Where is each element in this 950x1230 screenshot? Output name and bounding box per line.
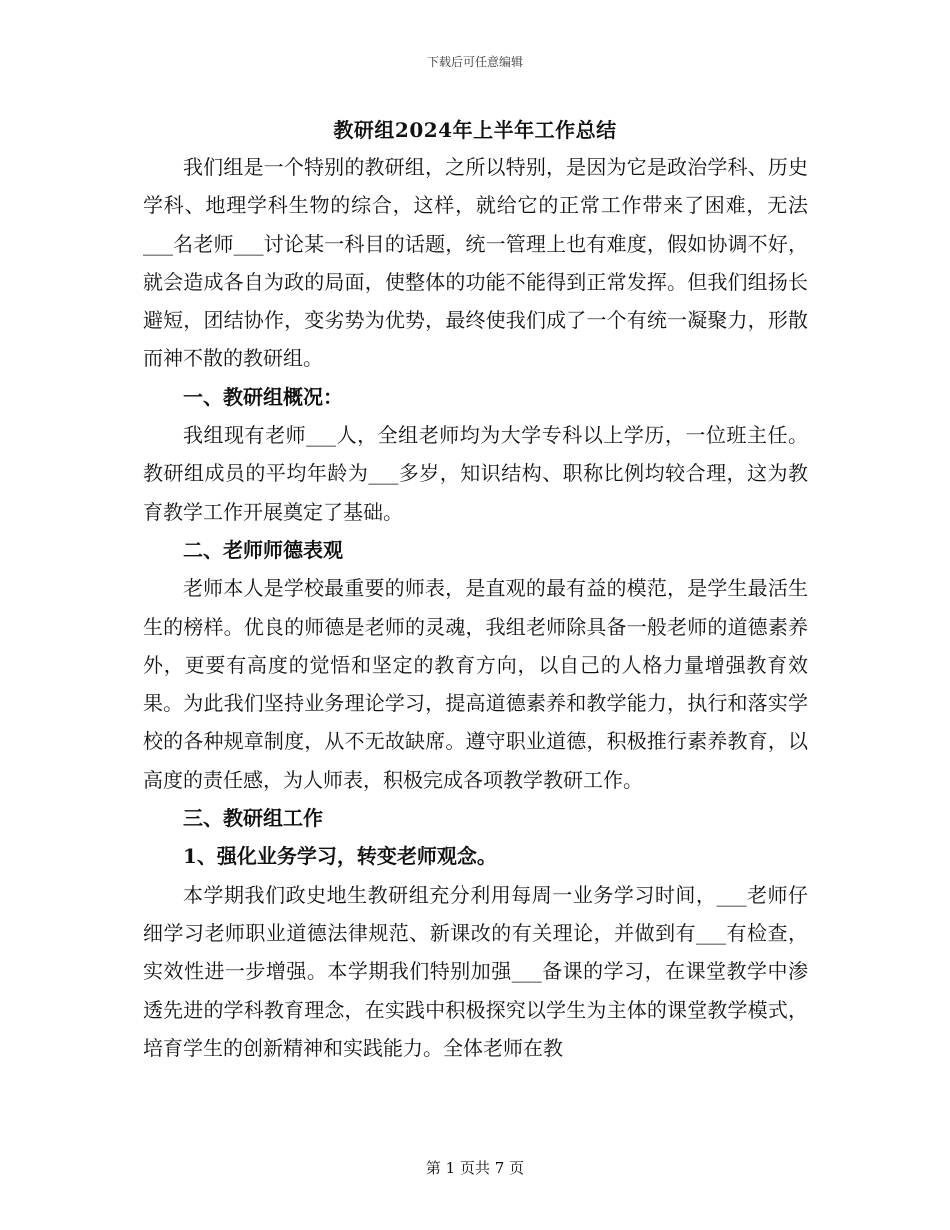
document-title: 教研组2024年上半年工作总结 [333,118,617,142]
section-heading-2: 二、老师师德表观 [183,537,343,562]
section-heading-3: 三、教研组工作 [183,806,323,831]
subsection-heading-1: 1、强化业务学习，转变老师观念。 [183,844,497,869]
section-heading-1: 一、教研组概况： [183,384,343,409]
header-note: 下载后可任意编辑 [426,55,523,69]
intro-paragraph: 我们组是一个特别的教研组，之所以特别，是因为它是政治学科、历史学科、地理学科生物的综合，这样，就给它的正常工作带来了困难，无法___名老师___讨论某一科目的话题，统一管理上也有难度，假如协调不好，就会造成各自为政的局面，使整体的功能不能得到正常发挥。但我们组扬长避短，团结协作，变劣势为优势，最终使我们成了一个有统一凝聚力，形散而神不散的教研组。 [143,155,808,371]
overview-paragraph: 我组现有老师___人，全组老师均为大学专科以上学历，一位班主任。教研组成员的平均年龄为___多岁，知识结构、职称比例均较合理，这为教育教学工作开展奠定了基础。 [143,423,808,524]
study-paragraph: 本学期我们政史地生教研组充分利用每周一业务学习时间，___老师仔细学习老师职业道德法律规范、新课改的有关理论，并做到有___有检查，实效性进一步增强。本学期我们特别加强___备课的学习，在课堂教学中渗透先进的学科教育理念，在实践中积极探究以学生为主体的课堂教学模式，培育学生的创新精神和实践能力。全体老师在教 [143,882,808,1060]
document-body [143,148,808,1067]
ethics-paragraph: 老师本人是学校最重要的师表，是直观的最有益的模范，是学生最活生生的榜样。优良的师德是老师的灵魂，我组老师除具备一般老师的道德素养外，更要有高度的觉悟和坚定的教育方向，以自己的人格力量增强教育效果。为此我们坚持业务理论学习，提高道德素养和教学能力，执行和落实学校的各种规章制度，从不无故缺席。遵守职业道德，积极推行素养教育，以高度的责任感，为人师表，积极完成各项教学教研工作。 [143,576,808,792]
page-footer: 第 1 页共 7 页 [425,1159,525,1177]
